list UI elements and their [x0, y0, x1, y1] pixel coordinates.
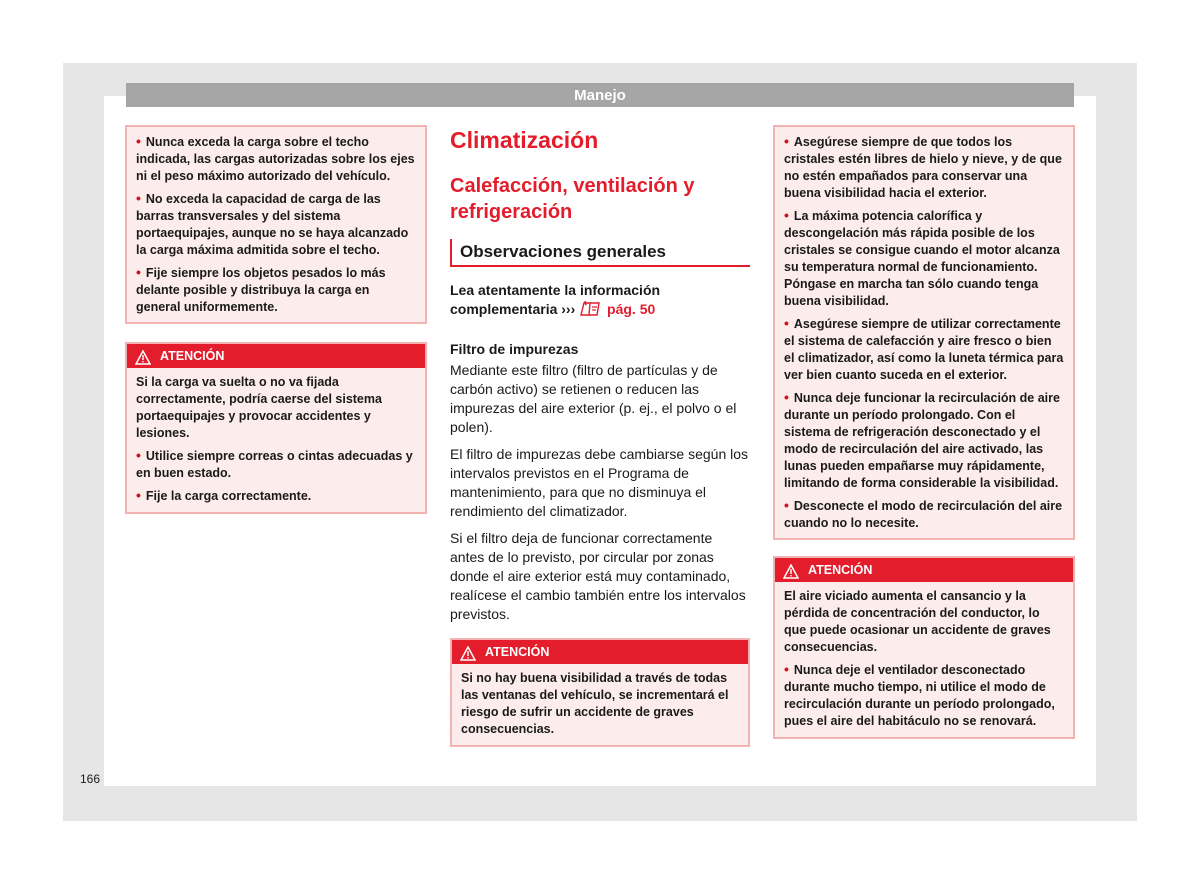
section-heading: Observaciones generales	[450, 239, 750, 267]
notice-item: • La máxima potencia calorífica y descongelación más rápida posible de los cristales se consigue cuando el motor alcanza su temperatura normal de funcionamiento. Póngase en marcha tan sólo cuando tenga buena visibilidad.	[784, 207, 1064, 310]
notice-item: • Nunca deje funcionar la recirculación de aire durante un período prolongado. Con el sistema de refrigeración desconectado y el modo de recirculación del aire activado, las lunas pueden empañarse muy rápidamente, limitando de forma considerable la visibilidad.	[784, 389, 1064, 492]
notice-item: • Nunca exceda la carga sobre el techo indicada, las cargas autorizadas sobre los ejes ni el peso máximo autorizado del vehículo.	[136, 133, 416, 185]
body-paragraph: Si el filtro deja de funcionar correctamente antes de lo previsto, por circular por zonas donde el aire exterior está muy contaminado, realícese el cambio también entre los intervalos previstos.	[450, 530, 746, 622]
middle-column	[450, 126, 750, 747]
notice-item: • Asegúrese siempre de que todos los cristales estén libres de hielo y nieve, y de que no estén empañados para conservar una buena visibilidad hacia el exterior.	[784, 133, 1064, 202]
warning-header	[775, 558, 1073, 582]
notice-box	[125, 125, 427, 324]
warning-body	[775, 582, 1073, 737]
notice-item: • Desconecte el modo de recirculación del aire cuando no lo necesite.	[784, 497, 1064, 532]
warning-body	[127, 368, 425, 512]
left-column	[125, 125, 427, 514]
reference-text: Lea atentamente la información complementaria	[450, 282, 661, 317]
warning-item: • Nunca deje el ventilador desconectado durante mucho tiempo, ni utilice el modo de recirculación durante un período prolongado, pues el aire del habitáculo no se renovará.	[784, 661, 1064, 730]
warning-text: Si no hay buena visibilidad a través de todas las ventanas del vehículo, se incrementará el riesgo de sufrir un accidente de graves consecuencias.	[461, 671, 729, 736]
section-subtitle: Calefacción, ventilación y refrigeración	[450, 175, 695, 223]
warning-box	[773, 556, 1075, 739]
reference-arrows: ›››	[561, 301, 576, 317]
right-column	[773, 125, 1075, 739]
filter-heading: Filtro de impurezas	[450, 341, 579, 357]
warning-text: Si la carga va suelta o no va fijada correctamente, podría caerse del sistema portaequipajes y provocar accidentes y lesiones.	[136, 375, 382, 440]
warning-item: • Utilice siempre correas o cintas adecuadas y en buen estado.	[136, 447, 416, 482]
notice-item: • Asegúrese siempre de utilizar correctamente el sistema de calefacción y aire fresco o bien el climatizador, así como la luneta térmica para ver bien cuanto suceda en el exterior.	[784, 315, 1064, 384]
reference-page-link[interactable]: pág. 50	[607, 301, 656, 317]
warning-text: El aire viciado aumenta el cansancio y la pérdida de concentración del conductor, lo que puede ocasionar un accidente de graves consecuencias.	[784, 589, 1051, 654]
warning-label: ATENCIÓN	[808, 563, 873, 577]
warning-header	[127, 344, 425, 368]
body-paragraph: El filtro de impurezas debe cambiarse según los intervalos previstos en el Programa de mantenimiento, para que no disminuya el rendimiento del climatizador.	[450, 446, 749, 519]
reference-line	[450, 281, 750, 322]
notice-box	[773, 125, 1075, 540]
notice-item: • Fije siempre los objetos pesados lo más delante posible y distribuya la carga en general uniformemente.	[136, 264, 416, 316]
warning-label: ATENCIÓN	[485, 645, 550, 659]
warning-box	[125, 342, 427, 514]
warning-triangle-icon	[135, 349, 151, 364]
page-number: 166	[80, 772, 101, 786]
warning-triangle-icon	[460, 645, 476, 660]
warning-body	[452, 664, 748, 745]
warning-item: • Fije la carga correctamente.	[136, 487, 416, 505]
page-title: Climatización	[450, 127, 599, 153]
body-paragraph: Mediante este filtro (filtro de partículas y de carbón activo) se retienen o reducen las impurezas del aire exterior (p. ej., el polvo o el polen).	[450, 362, 737, 435]
warning-label: ATENCIÓN	[160, 349, 225, 363]
warning-triangle-icon	[783, 563, 799, 578]
chapter-header: Manejo	[126, 83, 1074, 107]
warning-box	[450, 638, 750, 747]
notice-item: • No exceda la capacidad de carga de las barras transversales y del sistema portaequipajes, aunque no se haya alcanzado la carga máxima admitida sobre el techo.	[136, 190, 416, 259]
book-reference-icon	[579, 300, 603, 322]
warning-header	[452, 640, 748, 664]
